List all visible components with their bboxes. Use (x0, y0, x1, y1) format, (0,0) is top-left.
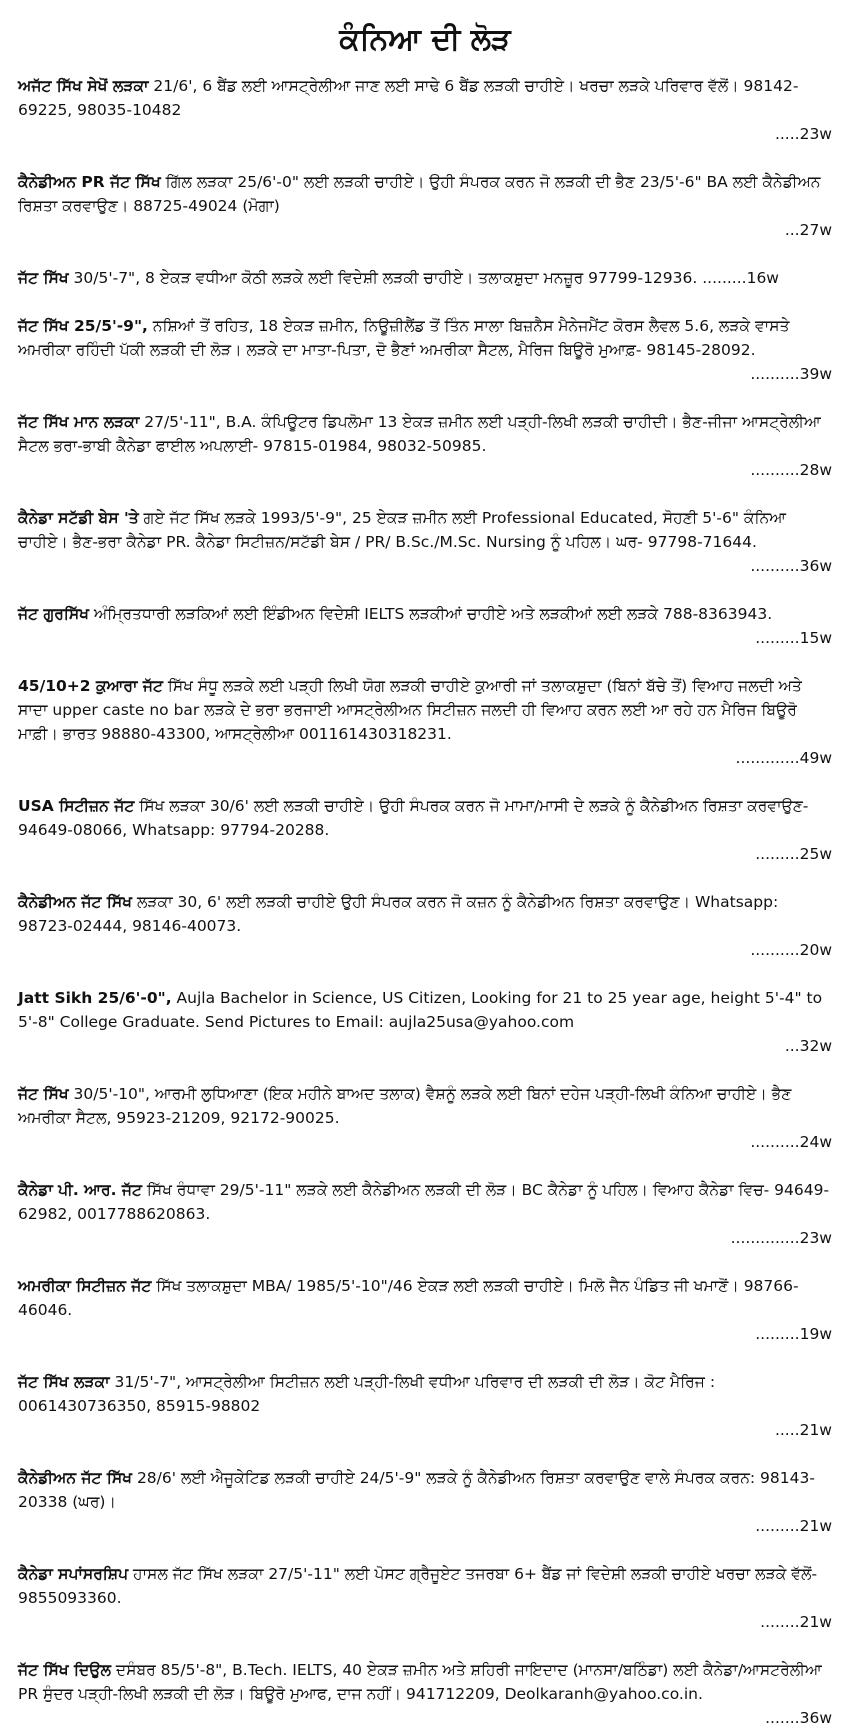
ad-lead: ਅਮਰੀਕਾ ਸਿਟੀਜ਼ਨ ਜੱਟ (18, 1277, 152, 1295)
ad-word-count: ..........28w (750, 461, 832, 479)
list-item (18, 1658, 832, 1730)
ad-lead: USA ਸਿਟੀਜ਼ਨ ਜੱਟ (18, 797, 135, 815)
list-item (18, 170, 832, 242)
ad-lead: ਅਜੱਟ ਸਿੱਖ ਸੇਖੋਂ ਲੜਕਾ (18, 77, 149, 95)
ad-text: 27/5'-11", B.A. ਕੰਪਿਊਟਰ ਡਿਪਲੋਮਾ 13 ਏਕੜ ਜ਼ਮੀਨ ਲਈ ਪੜ੍ਹੀ-ਲਿਖੀ ਲੜਕੀ ਚਾਹੀਦੀ। ਭੈਣ-ਜੀਜਾ ਆਸਟ੍ਰੇਲੀਆ ਸੈਟਲ ਭਰਾ-ਭਾਬੀ ਕੈਨੇਡਾ ਫਾਈਲ ਅਪਲਾਈ- 97815-01984, 98032-50985. (18, 413, 821, 455)
list-item (18, 794, 832, 866)
ad-word-count: ........21w (760, 1613, 832, 1631)
ad-text: ਹਾਸਲ ਜੱਟ ਸਿੱਖ ਲੜਕਾ 27/5'-11" ਲਈ ਪੋਸਟ ਗ੍ਰੈਜੂਏਟ ਤਜਰਬਾ 6+ ਬੈਂਡ ਜਾਂ ਵਿਦੇਸ਼ੀ ਲੜਕੀ ਚਾਹੀਏ ਖਰਚਾ ਲੜਕੇ ਵੱਲੋਂ- 9855093360. (18, 1565, 818, 1607)
ad-lead: ਜੱਟ ਸਿੱਖ ਦਿਉਲ (18, 1661, 111, 1679)
list-item (18, 1274, 832, 1346)
ad-lead: ਜੱਟ ਗੁਰਸਿੱਖ (18, 605, 89, 623)
ad-word-count: ...32w (784, 1037, 832, 1055)
ad-lead: ਕੈਨੇਡੀਅਨ ਜੱਟ ਸਿੱਖ (18, 893, 133, 911)
ad-word-count: ..........39w (750, 365, 832, 383)
ad-lead: Jatt Sikh 25/6'-0", (18, 989, 172, 1007)
ad-text: ਦਸੰਬਰ 85/5'-8", B.Tech. IELTS, 40 ਏਕੜ ਜ਼ਮੀਨ ਅਤੇ ਸ਼ਹਿਰੀ ਜਾਇਦਾਦ (ਮਾਨਸਾ/ਬਠਿੰਡਾ) ਲਈ ਕੈਨੇਡਾ/ਆਸਟਰੇਲੀਆ PR ਸੁੰਦਰ ਪੜ੍ਹੀ-ਲਿਖੀ ਲੜਕੀ ਦੀ ਲੋੜ। ਬਿਊਰੋ ਮੁਆਫ, ਦਾਜ ਨਹੀਂ। 941712209, Deolkaranh@yahoo.co.in. (18, 1661, 822, 1703)
ad-lead: ਕੈਨੇਡਾ ਪੀ. ਆਰ. ਜੱਟ (18, 1181, 142, 1199)
ad-lead: ਕੈਨੇਡਾ ਸਪਾਂਸਰਸ਼ਿਪ (18, 1565, 129, 1583)
ad-word-count: .............49w (735, 749, 832, 767)
ad-word-count: ..........24w (750, 1133, 832, 1151)
ad-word-count: ..........20w (750, 941, 832, 959)
ad-text: ਗਏ ਜੱਟ ਸਿੱਖ ਲੜਕੇ 1993/5'-9", 25 ਏਕੜ ਜ਼ਮੀਨ ਲਈ Professional Educated, ਸੋਹਣੀ 5'-6" ਕੰਨਿਆ ਚਾਹੀਏ। ਭੈਣ-ਭਰਾ ਕੈਨੇਡਾ PR. ਕੈਨੇਡਾ ਸਿਟੀਜ਼ਨ/ਸਟੱਡੀ ਬੇਸ / PR/ B.Sc./M.Sc. Nursing ਨੂੰ ਪਹਿਲ। ਘਰ- 97798-71644. (18, 509, 787, 551)
ad-word-count: .........19w (755, 1325, 832, 1343)
ad-word-count: .....23w (774, 125, 832, 143)
ad-word-count: ..........36w (750, 557, 832, 575)
list-item (18, 1178, 832, 1250)
ad-text: ਸਿੱਖ ਲੜਕਾ 30/6' ਲਈ ਲੜਕੀ ਚਾਹੀਏ। ਉਹੀ ਸੰਪਰਕ ਕਰਨ ਜੋ ਮਾਮਾ/ਮਾਸੀ ਦੇ ਲੜਕੇ ਨੂੰ ਕੈਨੇਡੀਅਨ ਰਿਸ਼ਤਾ ਕਰਵਾਉਣ- 94649-08066, Whatsapp: 97794-20288. (18, 797, 809, 839)
ad-word-count: .....21w (774, 1421, 832, 1439)
ad-text: ਨਸ਼ਿਆਂ ਤੋਂ ਰਹਿਤ, 18 ਏਕੜ ਜ਼ਮੀਨ, ਨਿਊਜ਼ੀਲੈਂਡ ਤੋਂ ਤਿੰਨ ਸਾਲਾ ਬਿਜ਼ਨੈਸ ਮੈਨੇਜਮੈਂਟ ਕੋਰਸ ਲੈਵਲ 5.6, ਲੜਕੇ ਵਾਸਤੇ ਅਮਰੀਕਾ ਰਹਿੰਦੀ ਪੱਕੀ ਲੜਕੀ ਦੀ ਲੋੜ। ਲੜਕੇ ਦਾ ਮਾਤਾ-ਪਿਤਾ, ਦੋ ਭੈਣਾਂ ਅਮਰੀਕਾ ਸੈਟਲ, ਮੈਰਿਜ ਬਿਊਰੋ ਮੁਆਫ਼- 98145-28092. (18, 317, 790, 359)
ad-text: 30/5'-7", 8 ਏਕੜ ਵਧੀਆ ਕੋਠੀ ਲੜਕੇ ਲਈ ਵਿਦੇਸ਼ੀ ਲੜਕੀ ਚਾਹੀਏ। ਤਲਾਕਸ਼ੁਦਾ ਮਨਜ਼ੂਰ 97799-12936. .........16w (68, 269, 779, 287)
ad-lead: ਜੱਟ ਸਿੱਖ ਲੜਕਾ (18, 1373, 110, 1391)
list-item (18, 674, 832, 770)
ad-text: Aujla Bachelor in Science, US Citizen, Looking for 21 to 25 year age, height 5'-4" to 5'-8" College Graduate. Send Pictures to Email: aujla25usa@yahoo.com (18, 989, 823, 1031)
ad-word-count: ..............23w (730, 1229, 832, 1247)
list-item (18, 1562, 832, 1634)
ad-text: ਸਿੱਖ ਤਲਾਕਸ਼ੁਦਾ MBA/ 1985/5'-10"/46 ਏਕੜ ਲਈ ਲੜਕੀ ਚਾਹੀਏ। ਮਿਲੋ ਜੈਨ ਪੰਡਿਤ ਜੀ ਖਮਾਣੋਂ। 98766-46046. (18, 1277, 799, 1319)
list-item (18, 506, 832, 578)
ad-text: 28/6' ਲਈ ਐਜੂਕੇਟਿਡ ਲੜਕੀ ਚਾਹੀਏ 24/5'-9" ਲੜਕੇ ਨੂੰ ਕੈਨੇਡੀਅਨ ਰਿਸ਼ਤਾ ਕਰਵਾਉਣ ਵਾਲੇ ਸੰਪਰਕ ਕਰਨ: 98143-20338 (ਘਰ)। (18, 1469, 815, 1511)
ad-word-count: .........21w (755, 1517, 832, 1535)
ad-lead: ਜੱਟ ਸਿੱਖ (18, 269, 69, 287)
page-title: ਕੰਨਿਆ ਦੀ ਲੋੜ (339, 22, 511, 57)
ad-word-count: .......36w (765, 1709, 832, 1727)
ad-lead: 45/10+2 ਕੁਆਰਾ ਜੱਟ (18, 677, 163, 695)
ad-text: ਲੜਕਾ 30, 6' ਲਈ ਲੜਕੀ ਚਾਹੀਏ ਉਹੀ ਸੰਪਰਕ ਕਰਨ ਜੋ ਕਜ਼ਨ ਨੂੰ ਕੈਨੇਡੀਅਨ ਰਿਸ਼ਤਾ ਕਰਵਾਉਣ। Whatsapp: 98723-02444, 98146-40073. (18, 893, 779, 935)
ad-lead: ਜੱਟ ਸਿੱਖ (18, 1085, 69, 1103)
list-item (18, 1466, 832, 1538)
list-item (18, 1082, 832, 1154)
list-item (18, 986, 832, 1058)
ad-word-count: .........25w (755, 845, 832, 863)
ad-text: ਅੰਮ੍ਰਿਤਧਾਰੀ ਲੜਕਿਆਂ ਲਈ ਇੰਡੀਅਨ ਵਿਦੇਸ਼ੀ IELTS ਲੜਕੀਆਂ ਚਾਹੀਏ ਅਤੇ ਲੜਕੀਆਂ ਲਈ ਲੜਕੇ 788-8363943. (89, 605, 773, 623)
list-item (18, 266, 832, 290)
ad-text: ਸਿੱਖ ਰੰਧਾਵਾ 29/5'-11" ਲੜਕੇ ਲਈ ਕੈਨੇਡੀਅਨ ਲੜਕੀ ਦੀ ਲੋੜ। BC ਕੈਨੇਡਾ ਨੂੰ ਪਹਿਲ। ਵਿਆਹ ਕੈਨੇਡਾ ਵਿਚ- 94649-62982, 0017788620863. (18, 1181, 830, 1223)
list-item (18, 1370, 832, 1442)
list-item (18, 314, 832, 386)
ad-lead: ਕੈਨੇਡੀਅਨ ਜੱਟ ਸਿੱਖ (18, 1469, 133, 1487)
ad-text: 31/5'-7", ਆਸਟ੍ਰੇਲੀਆ ਸਿਟੀਜ਼ਨ ਲਈ ਪੜ੍ਹੀ-ਲਿਖੀ ਵਧੀਆ ਪਰਿਵਾਰ ਦੀ ਲੜਕੀ ਦੀ ਲੋੜ। ਕੋਟ ਮੈਰਿਜ : 0061430736350, 85915-98802 (18, 1373, 716, 1415)
list-item (18, 410, 832, 482)
list-item (18, 74, 832, 146)
ad-word-count: ...27w (784, 221, 832, 239)
ad-text: ਗਿੱਲ ਲੜਕਾ 25/6'-0" ਲਈ ਲੜਕੀ ਚਾਹੀਏ। ਉਹੀ ਸੰਪਰਕ ਕਰਨ ਜੋ ਲੜਕੀ ਦੀ ਭੈਣ 23/5'-6" BA ਲਈ ਕੈਨੇਡੀਅਨ ਰਿਸ਼ਤਾ ਕਰਵਾਉਣ। 88725-49024 (ਮੋਗਾ) (18, 173, 821, 215)
ad-word-count: .........15w (755, 629, 832, 647)
ad-text: 30/5'-10", ਆਰਮੀ ਲੁਧਿਆਣਾ (ਇਕ ਮਹੀਨੇ ਬਾਅਦ ਤਲਾਕ) ਵੈਸ਼ਨੂੰ ਲੜਕੇ ਲਈ ਬਿਨਾਂ ਦਹੇਜ ਪੜ੍ਹੀ-ਲਿਖੀ ਕੰਨਿਆ ਚਾਹੀਏ। ਭੈਣ ਅਮਰੀਕਾ ਸੈਟਲ, 95923-21209, 92172-90025. (18, 1085, 792, 1127)
ad-text: 21/6', 6 ਬੈਂਡ ਲਈ ਆਸਟ੍ਰੇਲੀਆ ਜਾਣ ਲਈ ਸਾਢੇ 6 ਬੈਂਡ ਲੜਕੀ ਚਾਹੀਏ। ਖਰਚਾ ਲੜਕੇ ਪਰਿਵਾਰ ਵੱਲੋਂ। 98142-69225, 98035-10482 (18, 77, 799, 119)
list-item (18, 602, 832, 650)
ad-lead: ਜੱਟ ਸਿੱਖ 25/5'-9", (18, 317, 148, 335)
list-item (18, 890, 832, 962)
ad-lead: ਕੈਨੇਡਾ ਸਟੱਡੀ ਬੇਸ 'ਤੇ (18, 509, 139, 527)
ad-lead: ਜੱਟ ਸਿੱਖ ਮਾਨ ਲੜਕਾ (18, 413, 140, 431)
ad-lead: ਕੈਨੇਡੀਅਨ PR ਜੱਟ ਸਿੱਖ (18, 173, 161, 191)
ad-list (18, 74, 832, 1730)
ad-text: ਸਿੱਖ ਸੰਧੂ ਲੜਕੇ ਲਈ ਪੜ੍ਹੀ ਲਿਖੀ ਯੋਗ ਲੜਕੀ ਚਾਹੀਏ ਕੁਆਰੀ ਜਾਂ ਤਲਾਕਸ਼ੁਦਾ (ਬਿਨਾਂ ਬੱਚੇ ਤੋਂ) ਵਿਆਹ ਜਲਦੀ ਅਤੇ ਸਾਦਾ upper caste no bar ਲੜਕੇ ਦੇ ਭਰਾ ਭਰਜਾਈ ਆਸਟ੍ਰੇਲੀਅਨ ਸਿਟੀਜ਼ਨ ਜਲਦੀ ਹੀ ਵਿਆਹ ਕਰਨ ਲਈ ਆ ਰਹੇ ਹਨ ਮੈਰਿਜ ਬਿਊਰੋ ਮਾਫ਼ੀ। ਭਾਰਤ 98880-43300, ਆਸਟ੍ਰੇਲੀਆ 001161430318231. (18, 677, 802, 743)
